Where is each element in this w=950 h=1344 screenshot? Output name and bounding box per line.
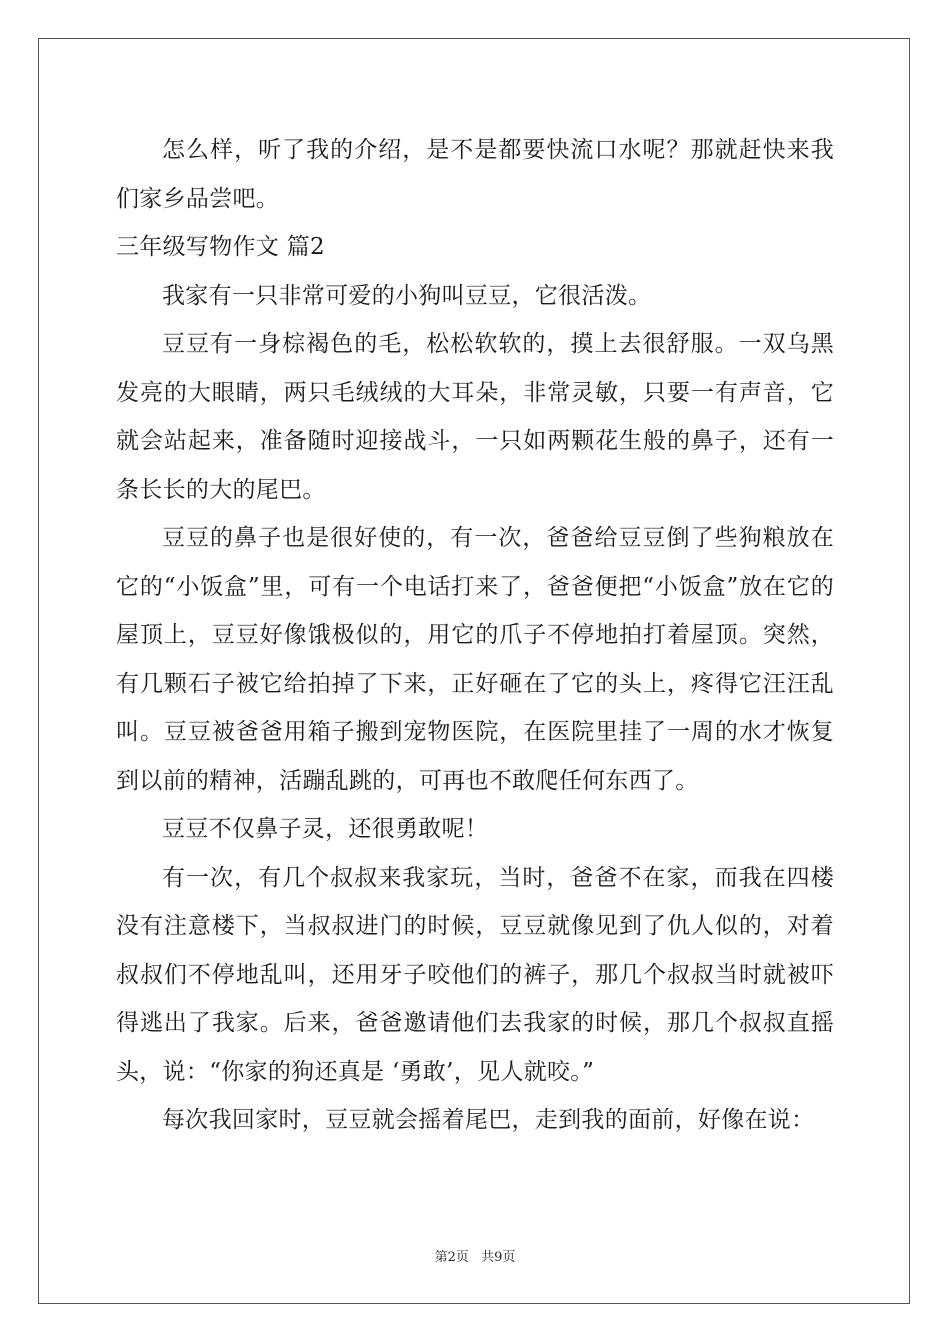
page-footer <box>0 1246 950 1265</box>
paragraph-intro-end: 怎么样，听了我的介绍，是不是都要快流口水呢？那就赶快来我们家乡品尝吧。 <box>116 137 834 212</box>
paragraph: 豆豆的鼻子也是很好使的，有一次，爸爸给豆豆倒了些狗粮放在它的“小饭盒”里，可有一个电话打来了，爸爸便把“小饭盒”放在它的屋顶上，豆豆好像饿极似的，用它的爪子不停地拍打着屋顶。突然，有几颗石子被它给拍掉了下来，正好砸在了它的头上，疼得它汪汪乱叫。豆豆被爸爸用箱子搬到宠物医院，在医院里挂了一周的水才恢复到以前的精神，活蹦乱跳的，可再也不敢爬任何东西了。 <box>116 525 834 794</box>
paragraph: 豆豆不仅鼻子灵，还很勇敢呢！ <box>162 816 489 842</box>
paragraph: 有一次，有几个叔叔来我家玩，当时，爸爸不在家，而我在四楼没有注意楼下，当叔叔进门的时候，豆豆就像见到了仇人似的，对着叔叔们不停地乱叫，还用牙子咬他们的裤子，那几个叔叔当时就被吓得逃出了我家。后来，爸爸邀请他们去我家的时候，那几个叔叔直摇头，说：“你家的狗还真是 ‘勇敢’，见人就咬。” <box>116 864 834 1085</box>
paragraph: 每次我回家时，豆豆就会摇着尾巴，走到我的面前，好像在说： <box>162 1107 815 1133</box>
section-heading: 三年级写物作文 篇2 <box>116 234 325 260</box>
paragraph: 我家有一只非常可爱的小狗叫豆豆，它很活泼。 <box>162 282 652 309</box>
page-total: 共9页 <box>481 1250 516 1265</box>
paragraph: 豆豆有一身棕褐色的毛，松松软软的，摸上去很舒服。一双乌黑发亮的大眼睛，两只毛绒绒的大耳朵，非常灵敏，只要一有声音，它就会站起来，准备随时迎接战斗，一只如两颗花生般的鼻子，还有一条长长的大的尾巴。 <box>116 331 834 503</box>
page-number: 第2页 <box>434 1250 469 1265</box>
document-body <box>116 126 834 1145</box>
